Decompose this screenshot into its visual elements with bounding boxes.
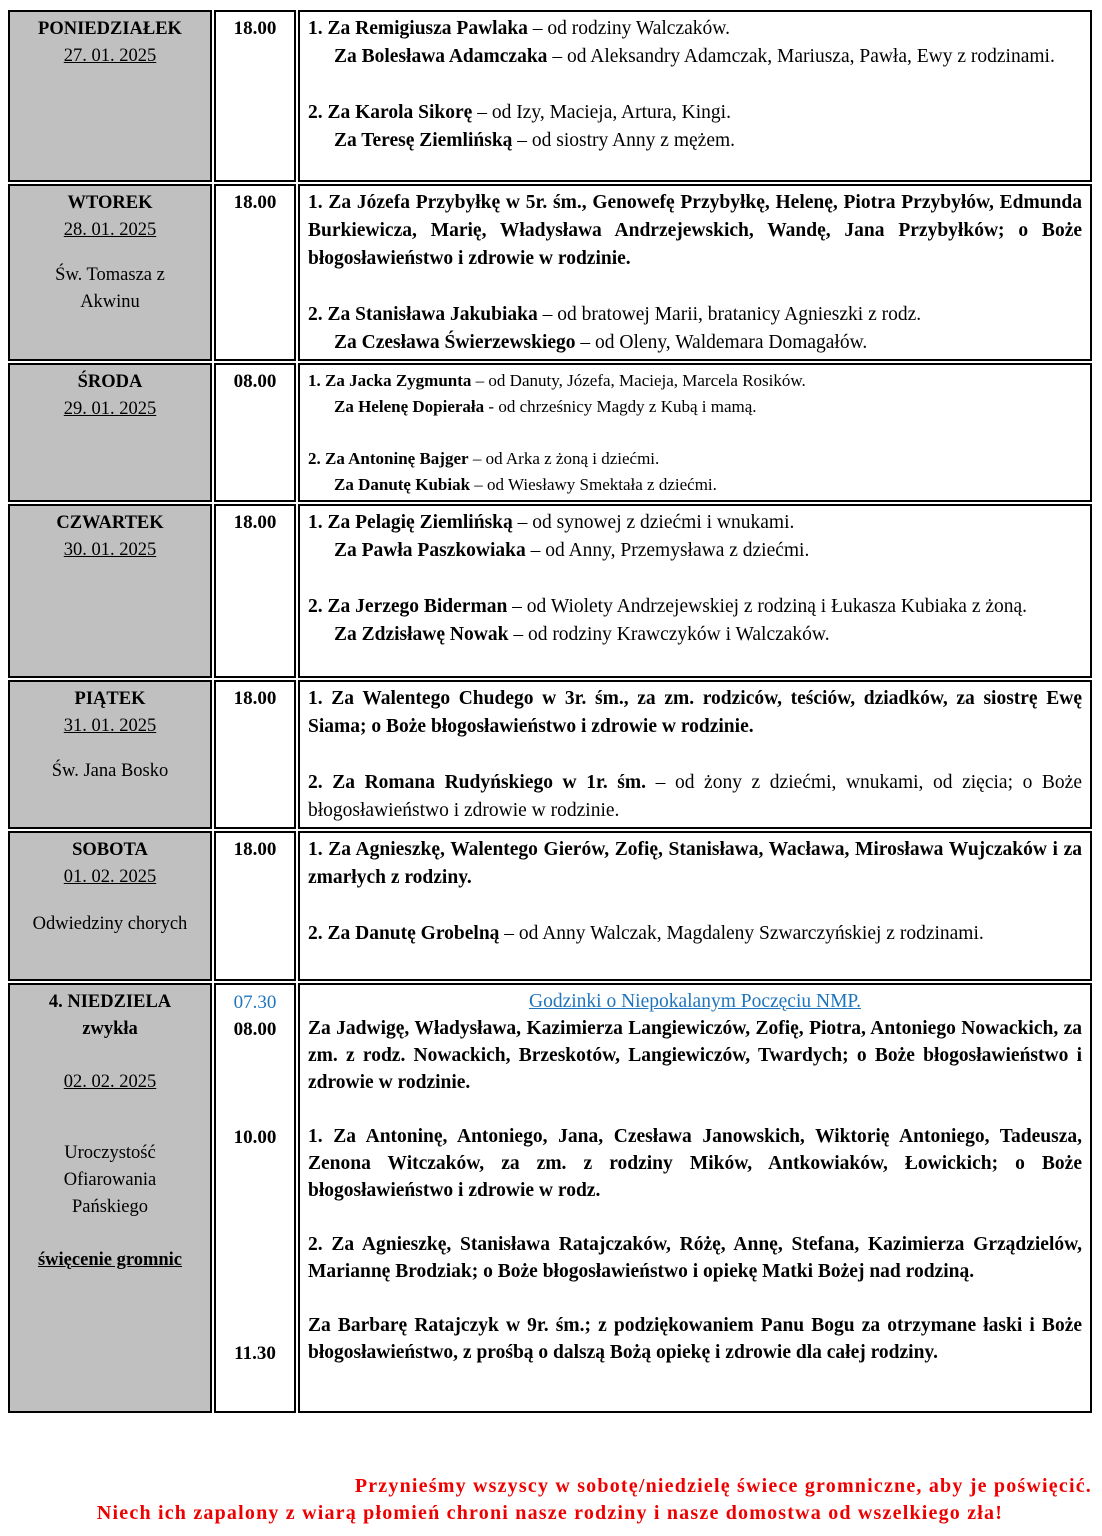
intention-name-bold: Za Helenę Dopierała xyxy=(334,397,485,416)
day-cell xyxy=(8,504,212,678)
day-cell xyxy=(8,363,212,502)
mass-intention-paragraph xyxy=(308,1123,1082,1204)
paragraph-spacer xyxy=(308,1096,1082,1123)
day-date: 02. 02. 2025 xyxy=(63,1072,157,1092)
mass-time: 07.30 xyxy=(233,992,277,1013)
time-cell xyxy=(214,831,296,981)
mass-time: 08.00 xyxy=(233,1019,277,1040)
intentions-cell xyxy=(298,363,1092,502)
intention-name-bold: Za Bolesława Adamczaka xyxy=(334,46,548,67)
intention-name-bold: 1. Za Remigiusza Pawlaka xyxy=(308,18,528,39)
mass-intention-paragraph xyxy=(308,394,1082,420)
day-title: WTOREK xyxy=(67,193,153,213)
mass-intention-paragraph xyxy=(308,1231,1082,1285)
intentions-cell xyxy=(298,184,1092,361)
time-cell xyxy=(214,10,296,182)
day-date: 29. 01. 2025 xyxy=(63,399,157,419)
intention-name-bold: 2. Za Romana Rudyńskiego w 1r. śm. xyxy=(308,772,647,793)
paragraph-spacer xyxy=(308,1285,1082,1312)
intention-name-bold: 1. Za Jacka Zygmunta xyxy=(308,371,472,390)
intention-detail: – od siostry Anny z mężem. xyxy=(512,130,736,151)
day-note: Ofiarowania xyxy=(63,1170,157,1190)
intention-detail: – od synowej z dziećmi i wnukami. xyxy=(512,512,795,533)
day-title: PONIEDZIAŁEK xyxy=(38,19,182,39)
intention-name-bold: Za Czesława Świerzewskiego xyxy=(334,332,576,353)
intentions-cell xyxy=(298,831,1092,981)
mass-time: 10.00 xyxy=(233,1127,277,1148)
intention-name-bold: 1. Za Antoninę, Antoniego, Jana, Czesława Janowskich, Wiktorię Antoniego, Tadeusza, Zenona Witczaków, za zm. z rodziny Mików, Antkowiaków, Łowickich; o Boże błogosławieństwo i zdrowie w rodz. xyxy=(308,1126,1082,1201)
day-note: Pańskiego xyxy=(71,1197,149,1217)
day-title: 4. NIEDZIELA xyxy=(48,992,172,1012)
intention-detail: – od Anny, Przemysława z dziećmi. xyxy=(525,540,810,561)
schedule-row xyxy=(8,983,1092,1413)
mass-time: 18.00 xyxy=(233,18,277,39)
day-note: Św. Tomasza z xyxy=(55,265,165,285)
intention-name-bold: 2. Za Stanisława Jakubiaka xyxy=(308,304,538,325)
mass-intention-paragraph xyxy=(308,769,1082,825)
intentions-cell xyxy=(298,680,1092,829)
schedule-row xyxy=(8,680,1092,829)
mass-intention-paragraph xyxy=(308,99,1082,127)
intentions-cell xyxy=(298,504,1092,678)
paragraph-spacer xyxy=(308,565,1082,593)
intention-detail: – od Aleksandry Adamczak, Mariusza, Pawła, Ewy z rodzinami. xyxy=(547,46,1055,67)
intention-detail: - od chrześnicy Magdy z Kubą i mamą. xyxy=(484,397,757,416)
time-cell xyxy=(214,504,296,678)
intention-detail: – od Izy, Macieja, Artura, Kingi. xyxy=(472,102,731,123)
intention-name-bold: Za Jadwigę, Władysława, Kazimierza Langiewiczów, Zofię, Piotra, Antoniego Nowackich, za zm. z rodz. Nowackich, Brzeskotów, Langiewiczów, Twardych; o Boże błogosławieństwo i zdrowie w rodzinie. xyxy=(308,1018,1082,1093)
intention-detail: – od rodziny Walczaków. xyxy=(527,18,730,39)
mass-intention-paragraph xyxy=(308,537,1082,565)
intention-detail: – od Arka z żoną i dziećmi. xyxy=(468,449,660,468)
intention-name-bold: 2. Za Karola Sikorę xyxy=(308,102,473,123)
day-cell xyxy=(8,10,212,182)
paragraph-spacer xyxy=(308,273,1082,301)
time-cell xyxy=(214,363,296,502)
intention-name-bold: 2. Za Jerzego Biderman xyxy=(308,596,508,617)
mass-intention-paragraph xyxy=(308,685,1082,741)
day-note: Uroczystość xyxy=(64,1143,156,1163)
intention-name-bold: Za Barbarę Ratajczyk w 9r. śm.; z podziękowaniem Panu Bogu za otrzymane łaski i Boże błogosławieństwo, z prośbą o dalszą Bożą opiekę i zdrowie dla całej rodziny. xyxy=(308,1315,1082,1363)
mass-intention-paragraph xyxy=(308,301,1082,329)
mass-intention-paragraph xyxy=(308,368,1082,394)
day-special-note: święcenie gromnic xyxy=(37,1250,183,1270)
mass-intentions-table xyxy=(6,8,1094,1415)
day-date: 27. 01. 2025 xyxy=(63,46,157,66)
mass-intention-paragraph xyxy=(308,127,1082,155)
day-title: SOBOTA xyxy=(72,840,148,860)
day-cell xyxy=(8,184,212,361)
mass-time: 11.30 xyxy=(234,1343,276,1364)
day-date: 30. 01. 2025 xyxy=(63,540,157,560)
mass-intention-paragraph xyxy=(308,43,1082,71)
schedule-row xyxy=(8,184,1092,361)
intention-name-bold: 2. Za Danutę Grobelną xyxy=(308,923,500,944)
intention-name-bold: Za Teresę Ziemlińską xyxy=(334,130,513,151)
intention-name-bold: 1. Za Agnieszkę, Walentego Gierów, Zofię, Stanisława, Wacława, Mirosława Wujczaków i za zmarłych z rodziny. xyxy=(308,839,1082,888)
mass-intention-paragraph xyxy=(308,329,1082,357)
day-cell xyxy=(8,831,212,981)
day-title: ŚRODA xyxy=(77,372,143,392)
intention-detail: – od bratowej Marii, bratanicy Agnieszki z rodz. xyxy=(537,304,922,325)
mass-intention-paragraph xyxy=(308,15,1082,43)
mass-intention-paragraph xyxy=(308,1015,1082,1096)
mass-time: 18.00 xyxy=(233,192,277,213)
mass-time: 18.00 xyxy=(233,688,277,709)
footer-announcement xyxy=(6,1473,1094,1527)
mass-intention-paragraph xyxy=(308,189,1082,273)
intention-name-bold: Za Danutę Kubiak xyxy=(334,475,471,494)
mass-intention-paragraph xyxy=(308,836,1082,892)
footer-line-2: Niech ich zapalony z wiarą płomień chroni nasze rodziny i nasze domostwa od wszelkiego zła! xyxy=(96,1502,1004,1524)
intention-name-bold: Za Zdzisławę Nowak xyxy=(334,624,509,645)
intention-name-bold: Za Pawła Paszkowiaka xyxy=(334,540,526,561)
mass-time: 18.00 xyxy=(233,839,277,860)
day-title: PIĄTEK xyxy=(74,689,146,709)
schedule-row xyxy=(8,10,1092,182)
paragraph-spacer xyxy=(308,71,1082,99)
footer-line-1: Przynieśmy wszyscy w sobotę/niedzielę świece gromniczne, aby je poświęcić. xyxy=(354,1475,1092,1497)
schedule-row xyxy=(8,504,1092,678)
intentions-cell xyxy=(298,983,1092,1413)
day-title: zwykła xyxy=(82,1019,138,1039)
day-note: Św. Jana Bosko xyxy=(51,761,169,781)
intention-name-bold: 1. Za Walentego Chudego w 3r. śm., za zm. rodziców, teściów, dziadków, za siostrę Ewę Siama; o Boże błogosławieństwo i zdrowie w rodzinie. xyxy=(308,688,1082,737)
day-title: CZWARTEK xyxy=(56,513,164,533)
intention-detail: – od żony z dziećmi, wnukami, od zięcia; o Boże błogosławieństwo i zdrowie w rodzinie. xyxy=(308,772,1082,821)
paragraph-spacer xyxy=(308,741,1082,769)
mass-intention-paragraph xyxy=(308,621,1082,649)
intention-name-bold: 2. Za Agnieszkę, Stanisława Ratajczaków, Różę, Annę, Stefana, Kazimierza Grządzielów, Mariannę Brodziak; o Boże błogosławieństwo i opiekę Matki Bożej nad rodziną. xyxy=(308,1234,1082,1282)
paragraph-spacer xyxy=(308,892,1082,920)
intention-name-bold: 1. Za Józefa Przybyłkę w 5r. śm., Genowefę Przybyłkę, Helenę, Piotra Przybyłów, Edmunda Burkiewicza, Marię, Władysława Andrzejewskich, Wandę, Jana Przybyłków; o Boże błogosławieństwo i zdrowie w rodzinie. xyxy=(308,192,1082,269)
paragraph-spacer xyxy=(308,1204,1082,1231)
mass-intention-paragraph xyxy=(308,920,1082,948)
day-date: 28. 01. 2025 xyxy=(63,220,157,240)
time-cell xyxy=(214,184,296,361)
mass-intention-paragraph xyxy=(308,472,1082,498)
schedule-row xyxy=(8,363,1092,502)
intention-detail: – od Wiesławy Smektała z dziećmi. xyxy=(470,475,717,494)
time-cell xyxy=(214,680,296,829)
mass-intention-paragraph xyxy=(308,509,1082,537)
mass-intention-paragraph xyxy=(308,1312,1082,1366)
schedule-row xyxy=(8,831,1092,981)
paragraph-spacer xyxy=(308,420,1082,446)
mass-time: 18.00 xyxy=(233,512,277,533)
intention-name-bold: 2. Za Antoninę Bajger xyxy=(308,449,469,468)
day-date: 01. 02. 2025 xyxy=(63,867,157,887)
mass-intention-paragraph xyxy=(308,593,1082,621)
mass-intention-paragraph xyxy=(308,446,1082,472)
time-cell xyxy=(214,983,296,1413)
intention-detail: – od Anny Walczak, Magdaleny Szwarczyńskiej z rodzinami. xyxy=(499,923,984,944)
day-date: 31. 01. 2025 xyxy=(63,716,157,736)
day-note: Odwiedziny chorych xyxy=(32,914,188,934)
intention-detail: – od rodziny Krawczyków i Walczaków. xyxy=(508,624,830,645)
godzinki-link[interactable]: Godzinki o Niepokalanym Poczęciu NMP. xyxy=(529,991,861,1012)
intention-detail: – od Wiolety Andrzejewskiej z rodziną i Łukasza Kubiaka z żoną. xyxy=(507,596,1028,617)
mass-time: 08.00 xyxy=(233,371,277,392)
intention-detail: – od Danuty, Józefa, Macieja, Marcela Rosików. xyxy=(471,371,806,390)
intentions-cell xyxy=(298,10,1092,182)
intention-detail: – od Oleny, Waldemara Domagałów. xyxy=(575,332,868,353)
day-cell xyxy=(8,680,212,829)
intention-name-bold: 1. Za Pelagię Ziemlińską xyxy=(308,512,513,533)
day-cell xyxy=(8,983,212,1413)
day-note: Akwinu xyxy=(80,292,140,312)
